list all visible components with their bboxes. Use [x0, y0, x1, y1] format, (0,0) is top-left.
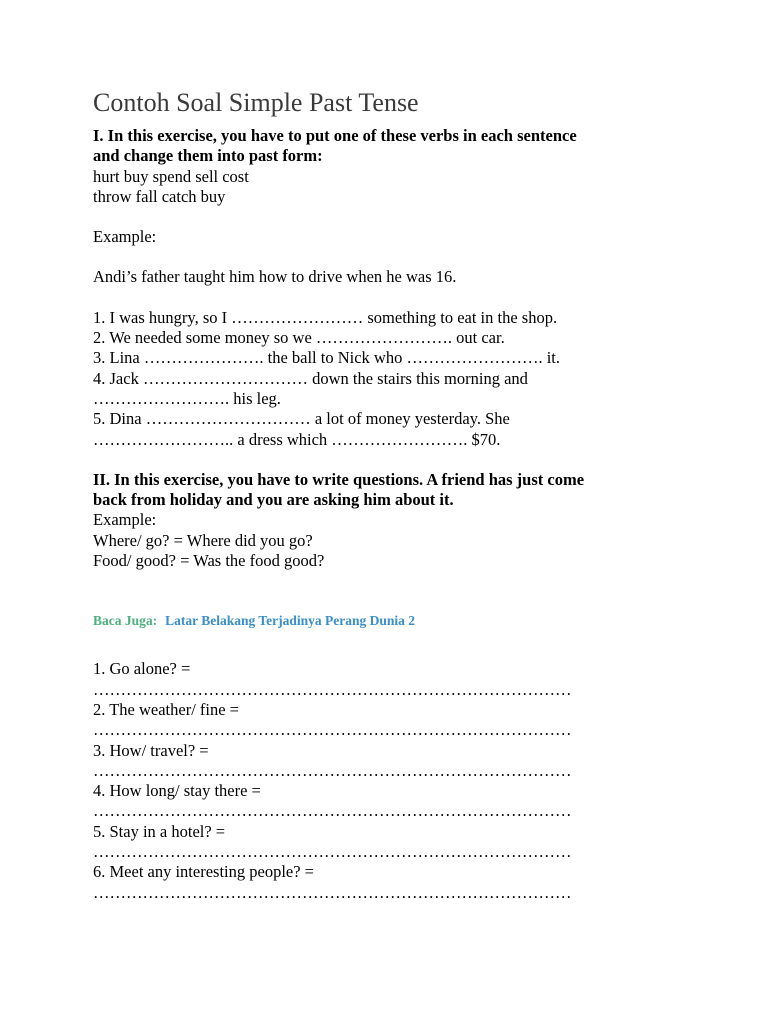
- question-answer-line: ……………………………………………………………………………: [93, 720, 572, 740]
- read-more: [93, 611, 733, 631]
- exercise-item: …………………….. a dress which ……………………. $70.: [93, 429, 501, 449]
- verbs-line1: hurt buy spend sell cost: [93, 166, 249, 186]
- question-list: [93, 659, 733, 903]
- verbs-line2: throw fall catch buy: [93, 186, 226, 206]
- question-prompt: 1. Go alone? =: [93, 659, 191, 679]
- question-answer-line: ……………………………………………………………………………: [93, 882, 572, 902]
- question-prompt: 4. How long/ stay there =: [93, 781, 261, 801]
- exercise-item: 2. We needed some money so we ……………………. out car.: [93, 328, 505, 348]
- exercise-item: 5. Dina ………………………… a lot of money yesterday. She: [93, 409, 510, 429]
- question-answer-line: ……………………………………………………………………………: [93, 842, 572, 862]
- section2-example-label: Example:: [93, 510, 157, 530]
- document-page: [93, 86, 733, 903]
- question-answer-line: ……………………………………………………………………………: [93, 760, 572, 780]
- section1-instruction-line1: I. In this exercise, you have to put one of these verbs in each sentence: [93, 126, 577, 145]
- section2-instruction-line2: back from holiday and you are asking him about it.: [93, 490, 454, 510]
- section2-example1: Where/ go? = Where did you go?: [93, 530, 313, 550]
- question-prompt: 6. Meet any interesting people? =: [93, 862, 314, 882]
- section1-example-label: Example:: [93, 227, 157, 247]
- section2-example2: Food/ good? = Was the food good?: [93, 551, 325, 571]
- exercise-item: ……………………. his leg.: [93, 388, 281, 408]
- exercise-item: 4. Jack ………………………… down the stairs this morning and: [93, 368, 528, 388]
- exercise-item: 1. I was hungry, so I …………………… something to eat in the shop.: [93, 307, 558, 327]
- section1-instruction-line2: and change them into past form:: [93, 146, 323, 166]
- exercise-item: 3. Lina …………………. the ball to Nick who ……………………. it.: [93, 348, 561, 368]
- page-title: Contoh Soal Simple Past Tense: [93, 88, 419, 117]
- section2-instruction-line1: II. In this exercise, you have to write questions. A friend has just come: [93, 469, 585, 489]
- question-prompt: 5. Stay in a hotel? =: [93, 821, 226, 841]
- question-answer-line: ……………………………………………………………………………: [93, 801, 572, 821]
- read-more-label: Baca Juga:: [93, 613, 158, 629]
- section1-example-sentence: Andi’s father taught him how to drive when he was 16.: [93, 267, 457, 287]
- read-more-link[interactable]: Latar Belakang Terjadinya Perang Dunia 2: [165, 613, 416, 629]
- question-answer-line: ……………………………………………………………………………: [93, 679, 572, 699]
- question-prompt: 2. The weather/ fine =: [93, 699, 239, 719]
- question-prompt: 3. How/ travel? =: [93, 740, 209, 760]
